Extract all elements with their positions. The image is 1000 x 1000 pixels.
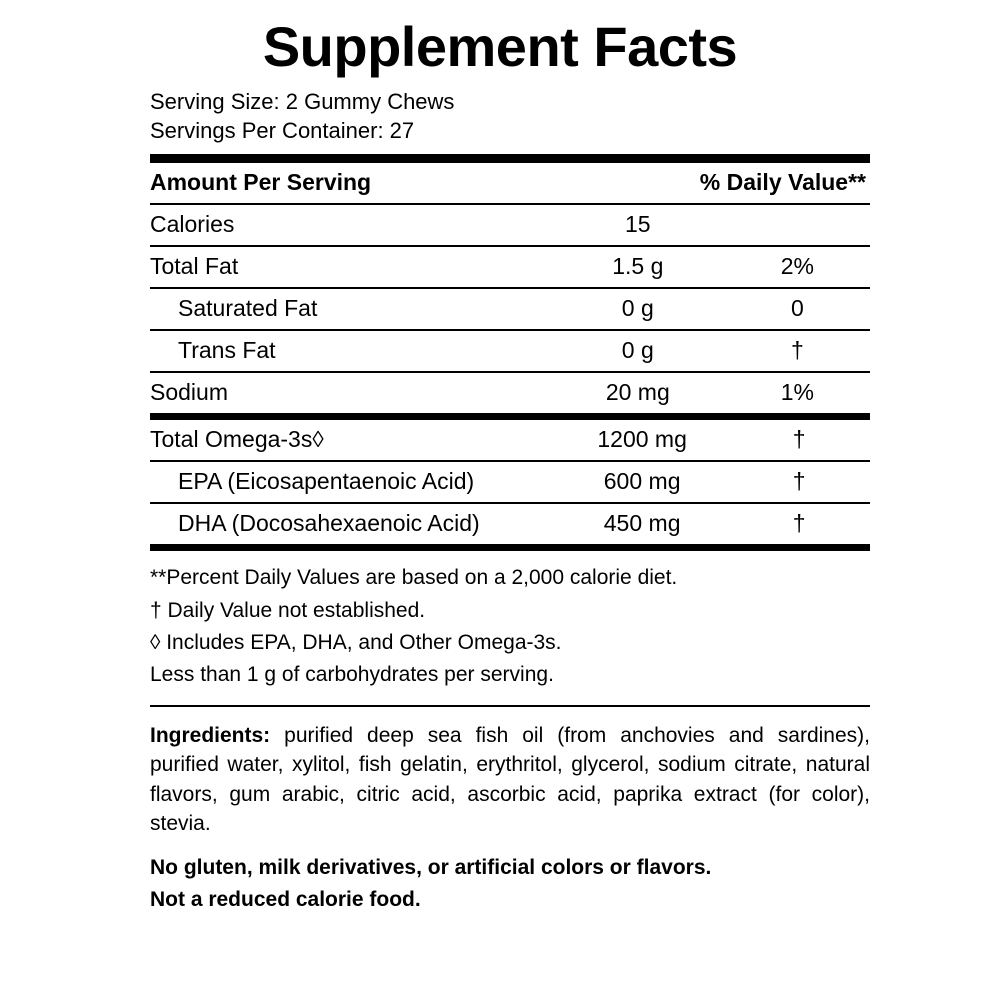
footnote-carbohydrates: Less than 1 g of carbohydrates per serving. [150, 663, 554, 687]
nutrient-name: Calories [150, 204, 551, 246]
nutrient-dv: † [725, 330, 870, 372]
divider-omega-bottom [150, 544, 870, 551]
omega-table [150, 420, 870, 544]
table-row [150, 330, 870, 372]
nutrient-dv: 0 [725, 288, 870, 330]
table-row [150, 372, 870, 413]
table-row [150, 246, 870, 288]
nutrient-amount: 600 mg [556, 461, 728, 503]
nutrient-amount: 0 g [551, 288, 725, 330]
divider-thick-top [150, 154, 870, 163]
daily-value-header: % Daily Value** [551, 163, 870, 204]
nutrient-dv: † [728, 461, 870, 503]
nutrient-dv: 1% [780, 379, 814, 406]
claim-not-reduced-calorie: Not a reduced calorie food. [150, 887, 421, 911]
nutrient-name: Saturated Fat [150, 288, 551, 330]
nutrition-table [150, 163, 870, 413]
footnote-daily-value: **Percent Daily Values are based on a 2,000 calorie diet. [150, 566, 678, 590]
nutrient-dv [725, 204, 870, 246]
divider-ingredients [150, 705, 870, 707]
table-header-row [150, 163, 870, 204]
claims-block [150, 852, 870, 915]
table-row [150, 420, 870, 461]
servings-per-container: Servings Per Container: 27 [150, 118, 415, 144]
footnotes [150, 563, 870, 691]
nutrient-amount: 450 mg [603, 510, 681, 537]
nutrient-name: EPA (Eicosapentaenoic Acid) [150, 461, 556, 503]
table-row [150, 204, 870, 246]
nutrient-dv: † [728, 420, 870, 461]
ingredients-label: Ingredients: [150, 723, 271, 747]
supplement-facts-panel [130, 15, 870, 915]
table-row [150, 461, 870, 503]
nutrient-amount: 15 [551, 204, 725, 246]
nutrient-name: Sodium [150, 379, 228, 406]
nutrient-name: Trans Fat [150, 330, 551, 372]
nutrient-dv: 2% [725, 246, 870, 288]
nutrient-amount: 1200 mg [556, 420, 728, 461]
amount-per-serving-header: Amount Per Serving [150, 163, 551, 204]
ingredients-block [150, 721, 870, 839]
nutrient-name: Total Omega-3s◊ [150, 420, 556, 461]
page-title: Supplement Facts [262, 15, 738, 78]
nutrient-amount: 1.5 g [551, 246, 725, 288]
nutrient-amount: 20 mg [605, 379, 670, 406]
nutrient-name: DHA (Docosahexaenoic Acid) [178, 510, 480, 537]
table-row [150, 288, 870, 330]
serving-size: Serving Size: 2 Gummy Chews [150, 88, 455, 114]
footnote-lozenge: ◊ Includes EPA, DHA, and Other Omega-3s. [150, 631, 562, 655]
divider-omega-top [150, 413, 870, 420]
claim-no-gluten: No gluten, milk derivatives, or artificial colors or flavors. [150, 856, 712, 880]
nutrient-dv: † [792, 510, 806, 537]
nutrient-amount: 0 g [551, 330, 725, 372]
ingredients-text: purified deep sea fish oil (from anchovies and sardines), purified water, xylitol, fish gelatin, erythritol, glycerol, sodium citrate, natural flavors, gum arabic, citric acid, ascorbic acid, paprika extract (for color), stevia. [150, 723, 870, 836]
footnote-dagger: † Daily Value not established. [150, 598, 426, 622]
nutrient-name: Total Fat [150, 246, 551, 288]
table-row [150, 503, 870, 544]
